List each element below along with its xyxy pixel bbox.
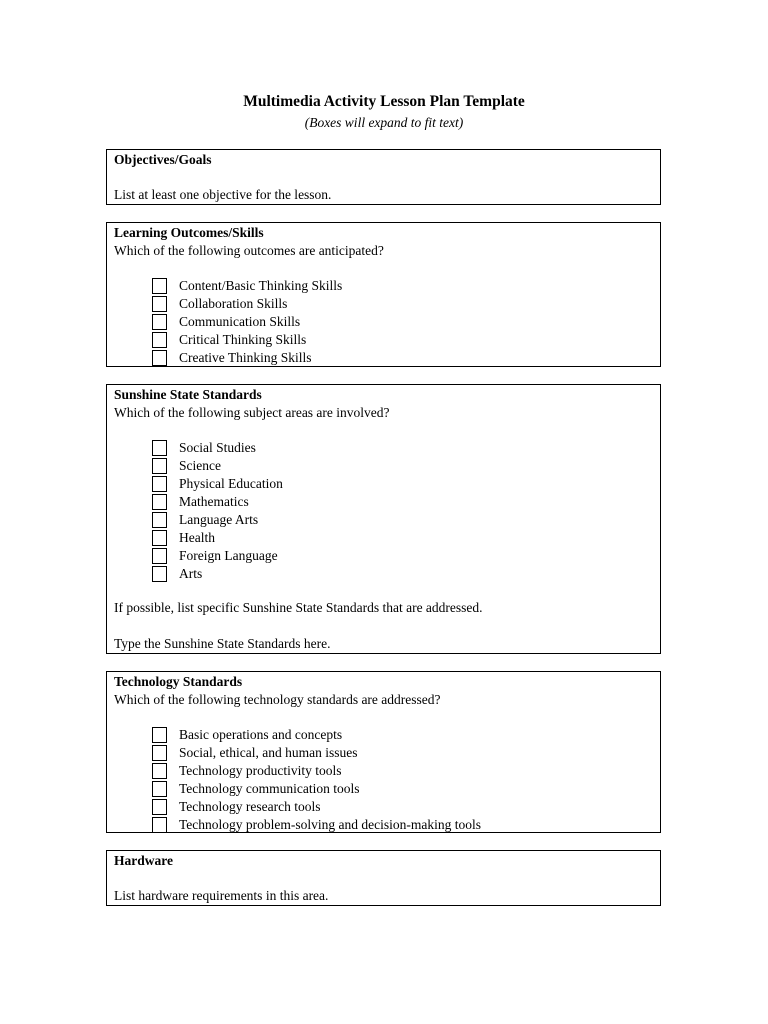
- subject-option-label: Physical Education: [179, 476, 283, 491]
- subject-option-label: Language Arts: [179, 512, 259, 527]
- learning-outcomes-question: Which of the following outcomes are anticipated?: [114, 243, 384, 258]
- checkbox[interactable]: [152, 296, 167, 312]
- subject-option-label: Social Studies: [179, 440, 256, 455]
- outcome-option-label: Collaboration Skills: [179, 296, 288, 311]
- technology-standards-heading: Technology Standards: [114, 674, 243, 689]
- technology-option-label: Technology research tools: [179, 799, 321, 814]
- sunshine-standards-box: [106, 384, 661, 654]
- checkbox[interactable]: [152, 781, 167, 797]
- checkbox[interactable]: [152, 727, 167, 743]
- outcome-option-label: Creative Thinking Skills: [179, 350, 312, 365]
- checkbox[interactable]: [152, 476, 167, 492]
- hardware-box: [106, 850, 661, 906]
- learning-outcomes-box: [106, 222, 661, 367]
- checkbox[interactable]: [152, 278, 167, 294]
- checkbox[interactable]: [152, 745, 167, 761]
- checkbox[interactable]: [152, 817, 167, 833]
- hardware-heading: Hardware: [114, 853, 173, 868]
- subject-option-label: Science: [179, 458, 221, 473]
- technology-option-label: Social, ethical, and human issues: [179, 745, 358, 760]
- technology-option-label: Basic operations and concepts: [179, 727, 343, 742]
- objectives-heading: Objectives/Goals: [114, 152, 212, 167]
- checkbox[interactable]: [152, 548, 167, 564]
- checkbox[interactable]: [152, 512, 167, 528]
- subject-option-label: Foreign Language: [179, 548, 278, 563]
- objectives-body[interactable]: List at least one objective for the lesson.: [114, 187, 332, 202]
- learning-outcomes-heading: Learning Outcomes/Skills: [114, 225, 264, 240]
- technology-option-label: Technology problem-solving and decision-making tools: [179, 817, 482, 832]
- sunshine-standards-question: Which of the following subject areas are involved?: [114, 405, 390, 420]
- checkbox[interactable]: [152, 440, 167, 456]
- technology-option-label: Technology productivity tools: [179, 763, 342, 778]
- sunshine-standards-note: If possible, list specific Sunshine State Standards that are addressed.: [114, 600, 483, 615]
- objectives-box: [106, 149, 661, 205]
- document-title: Multimedia Activity Lesson Plan Template: [243, 93, 525, 110]
- checkbox[interactable]: [152, 332, 167, 348]
- document-subtitle: (Boxes will expand to fit text): [304, 115, 464, 130]
- checkbox[interactable]: [152, 763, 167, 779]
- checkbox[interactable]: [152, 530, 167, 546]
- checkbox[interactable]: [152, 494, 167, 510]
- sunshine-standards-heading: Sunshine State Standards: [114, 387, 262, 402]
- hardware-body[interactable]: List hardware requirements in this area.: [114, 888, 329, 903]
- technology-standards-question: Which of the following technology standards are addressed?: [114, 692, 441, 707]
- subject-option-label: Arts: [179, 566, 203, 581]
- checkbox[interactable]: [152, 458, 167, 474]
- sunshine-standards-entry[interactable]: Type the Sunshine State Standards here.: [114, 636, 331, 651]
- checkbox[interactable]: [152, 314, 167, 330]
- subject-option-label: Health: [179, 530, 215, 545]
- checkbox[interactable]: [152, 799, 167, 815]
- outcome-option-label: Communication Skills: [179, 314, 301, 329]
- checkbox[interactable]: [152, 350, 167, 366]
- checkbox[interactable]: [152, 566, 167, 582]
- outcome-option-label: Critical Thinking Skills: [179, 332, 307, 347]
- technology-standards-box: [106, 671, 661, 833]
- technology-option-label: Technology communication tools: [179, 781, 360, 796]
- subject-option-label: Mathematics: [179, 494, 249, 509]
- outcome-option-label: Content/Basic Thinking Skills: [179, 278, 343, 293]
